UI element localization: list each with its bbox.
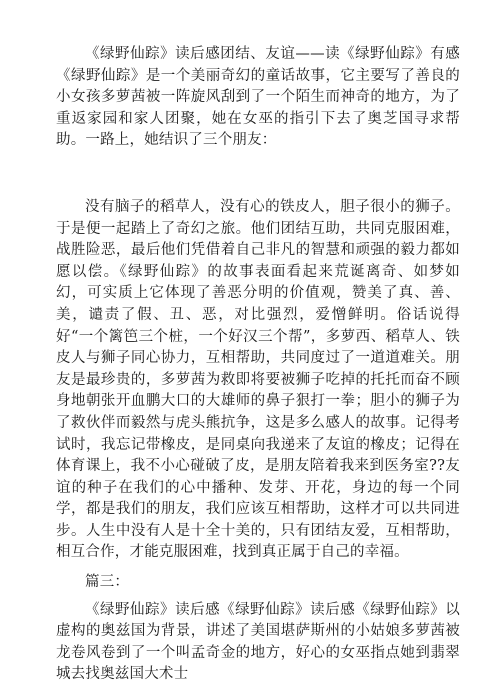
paragraph-body: 没有脑子的稻草人，没有心的铁皮人，胆子很小的狮子。于是便一起踏上了奇幻之旅。他们团结互助，共同克服困难，战胜险恶，最后他们凭借着自己非凡的智慧和顽强的毅力都如愿以偿。《绿野仙踪》的故事表面看起来荒诞离奇、如梦如幻，可实质上它体现了善恶分明的价值观，赞美了真、善、美，谴责了假、丑、恶，对比强烈，爱憎鲜明。俗话说得好“一个篱笆三个桩，一个好汉三个帮”，多萝西、稻草人、铁皮人与狮子同心协力，互相帮助，共同度过了一道道难关。朋友是最珍贵的，多萝茜为救即将要被狮子吃掉的托托而奋不顾身地朝张开血鹏大口的大雄师的鼻子狠打一拳；胆小的狮子为了救伙伴而毅然与虎头熊抗争，这是多么感人的故事。记得考试时，我忘记带橡皮，是同桌向我递来了友谊的橡皮；记得在体育课上，我不小心碰破了皮，是朋友陪着我来到医务室??友谊的种子在我们的心中播种、发芽、开花，身边的每一个同学，都是我们的朋友，我们应该互相帮助，这样才可以共同进步。人生中没有人是十全十美的，只有团结友爱，互相帮助，相互合作，才能克服困难，找到真正属于自己的幸福。 (56, 198, 460, 561)
section-heading: 篇三： (85, 574, 130, 591)
paragraph-part-three: 《绿野仙踪》读后感《绿野仙踪》读后感《绿野仙踪》以虚构的奥兹国为背景，讲述了美国堪萨斯州的小姑娘多萝茜被龙卷风卷到了一个叫孟奇金的地方，好心的女巫指点她到翡翠城去找奥兹国大术士 (56, 601, 460, 683)
paragraph-intro: 《绿野仙踪》读后感团结、友谊——读《绿野仙踪》有感《绿野仙踪》是一个美丽奇幻的童话故事，它主要写了善良的小女孩多萝茜被一阵旋风刮到了一个陌生而神奇的地方，为了重返家园和家人团聚，她在女巫的指引下去了奥芝国寻求帮助。一路上，她结识了三个朋友： (56, 46, 460, 149)
